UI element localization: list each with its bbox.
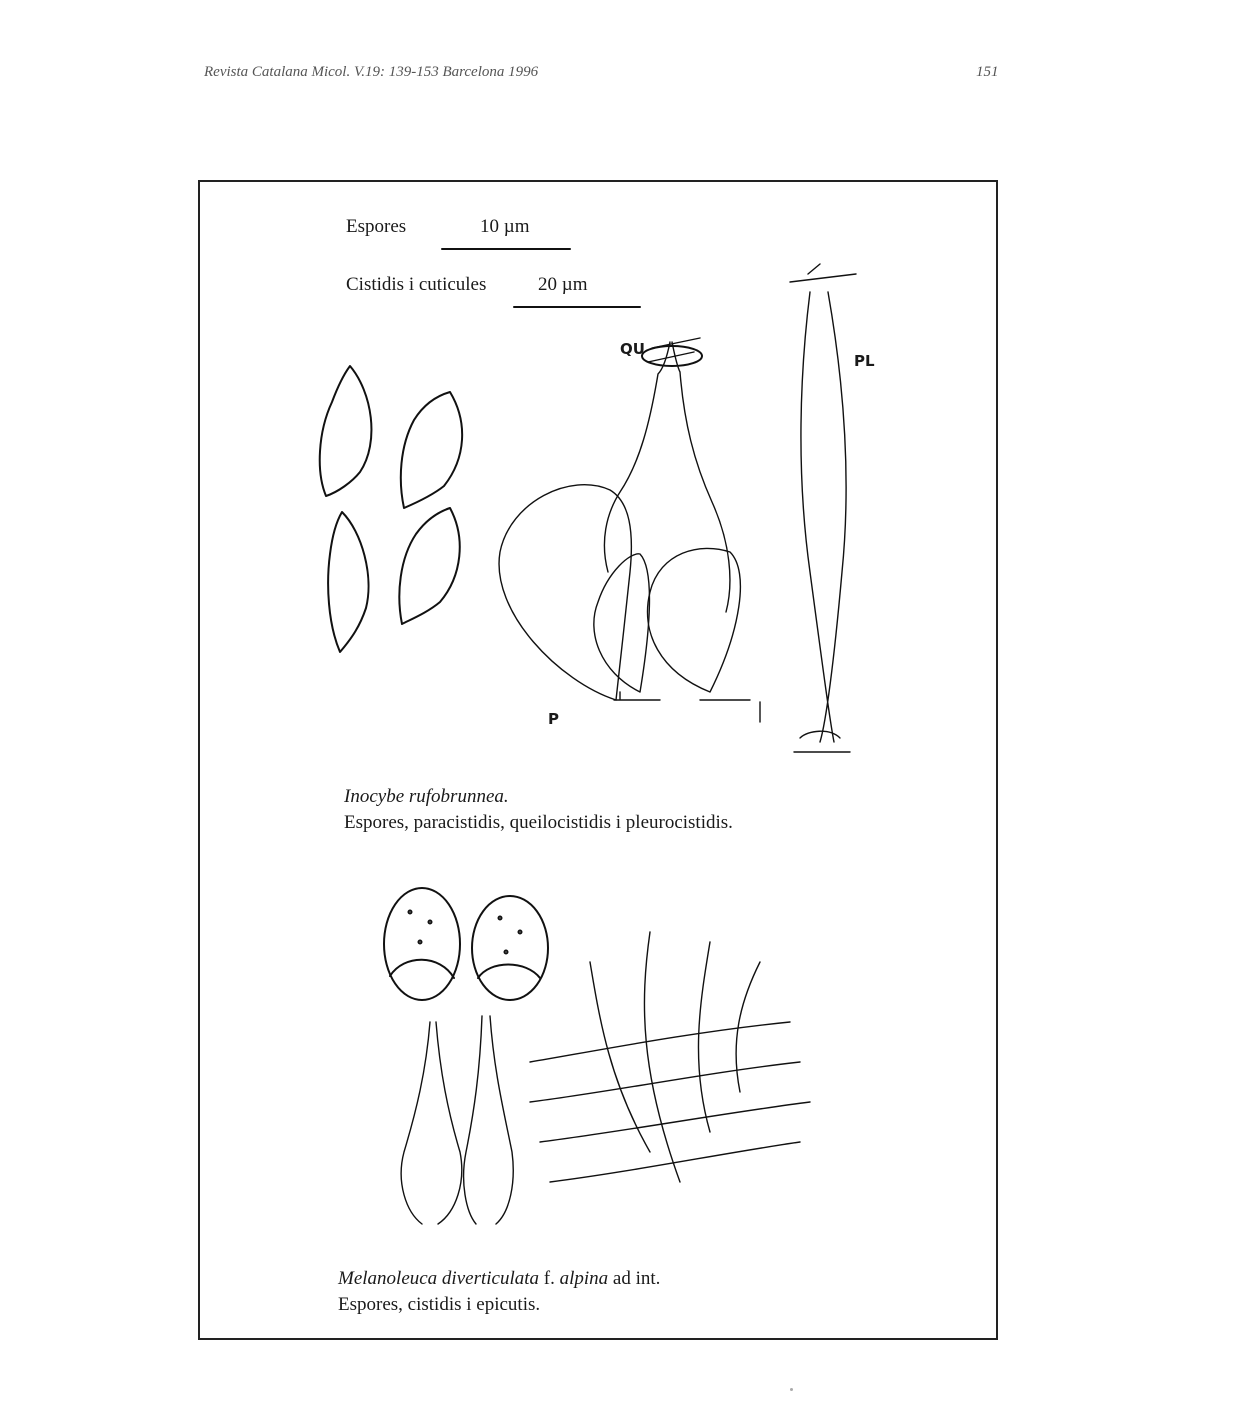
figure2-caption xyxy=(338,1266,660,1318)
inocybe-cystidia-drawing xyxy=(490,252,890,782)
pleurocystidium xyxy=(790,264,856,742)
spore-ornamented-1 xyxy=(384,888,460,1000)
cheilocystidium xyxy=(604,342,730,612)
label-p: P xyxy=(548,710,559,728)
cystidium-2 xyxy=(464,1016,514,1224)
figure-plate xyxy=(198,180,998,1340)
running-head: Revista Catalana Micol. V.19: 139-153 Barcelona 1996 xyxy=(204,64,539,80)
label-pl: PL xyxy=(854,352,875,370)
figure2-title-line xyxy=(338,1266,660,1292)
epicutis-drawing xyxy=(530,922,820,1212)
figure1-species: Inocybe rufobrunnea. xyxy=(344,786,509,807)
spore-4 xyxy=(399,508,459,624)
page-number: 151 xyxy=(976,64,999,80)
melanoleuca-cystidia-drawing xyxy=(396,1012,526,1232)
spore-1 xyxy=(320,366,372,496)
cystidia-scale xyxy=(346,274,588,296)
spores-scale-value: 10 µm xyxy=(480,216,530,237)
paracystidium-2 xyxy=(594,554,650,692)
figure1-description: Espores, paracistidis, queilocistidis i pleurocistidis. xyxy=(344,812,733,833)
figure2-description: Espores, cistidis i epicutis. xyxy=(338,1294,541,1315)
cystidia-scale-value: 20 µm xyxy=(538,274,588,295)
figure2-species-b: alpina xyxy=(559,1268,609,1289)
epicutis-hyphae xyxy=(530,932,810,1182)
cystidia-scale-label: Cistidis i cuticules xyxy=(346,274,487,295)
spore-2 xyxy=(401,392,462,508)
paracystidium-1 xyxy=(499,485,631,700)
paracystidium-3 xyxy=(648,548,741,692)
figure1-caption xyxy=(344,784,733,836)
inocybe-spores-drawing xyxy=(310,362,480,662)
spore-3 xyxy=(328,512,368,652)
figure2-species-a: Melanoleuca diverticulata xyxy=(338,1268,540,1289)
cystidium-1 xyxy=(401,1022,462,1224)
figure2-rank: f. xyxy=(543,1268,555,1289)
figure2-suffix: ad int. xyxy=(612,1268,661,1289)
spores-scale xyxy=(346,216,530,238)
spores-scale-label: Espores xyxy=(346,216,407,237)
footer-dot xyxy=(790,1388,793,1391)
label-qu: QU xyxy=(620,340,645,358)
